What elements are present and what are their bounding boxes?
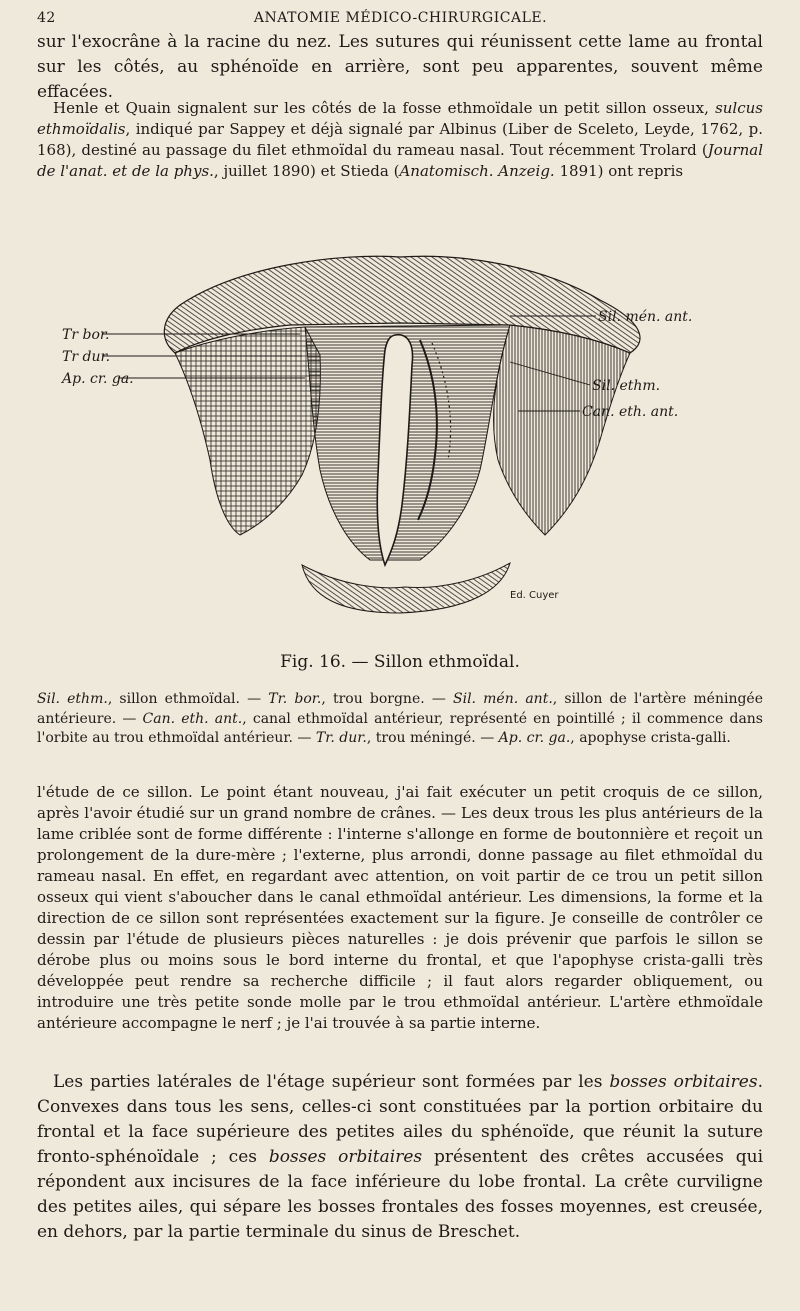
caption-desc-4: , canal ethmoïdal antérieur, représenté en pointillé ; il commence dans l'orbite au trou ethmoïdal antérieur. — (37, 710, 763, 746)
label-can-eth-ant: Can. eth. ant. (582, 404, 679, 420)
anatomical-figure (40, 245, 760, 640)
note-journal2: Anatomisch. Anzeig. (399, 162, 555, 180)
caption-term-1: Sil. ethm. (37, 691, 108, 707)
note-part2: , indiqué par Sappey et déjà signalé par Albinus (Liber de Sceleto, Leyde, 1762, p. 168), destiné au passage du filet ethmoïdal du rameau nasal. Tout récemment Trolard ( (37, 120, 763, 159)
figure-caption (37, 690, 763, 749)
intro-paragraph (37, 30, 763, 105)
note-term: sulcus ethmoïdalis (37, 99, 763, 138)
label-sil-ethm: Sil. ethm. (592, 378, 661, 394)
caption-desc-2: , trou borgne. — (321, 691, 453, 707)
final-part2: . Convexes dans tous les sens, celles-ci sont constituées par la portion orbitaire du frontal et la face supérieure des petites ailes du sphénoïde, que réunit la suture fronto-sphénoïdale ; ces (37, 1072, 764, 1167)
sphenoid-edge (302, 563, 510, 613)
caption-term-3: Sil. mén. ant. (453, 691, 553, 707)
note-part4: 1891) ont repris (554, 162, 684, 180)
left-orbital-plate (175, 327, 320, 535)
right-orbital-plate (494, 325, 630, 535)
running-head (37, 10, 764, 32)
figure-engraving (40, 245, 760, 640)
final-part3: présentent des crêtes accusées qui répondent aux incisures de la face inférieure du lobe frontal. La crête curviligne des petites ailes, qui sépare les bosses frontales des fosses moyennes, est creusée, en dehors, par la partie terminale du sinus de Breschet. (37, 1147, 764, 1242)
caption-desc-6: , apophyse crista-galli. (570, 730, 731, 746)
note-part3: , juillet 1890) et Stieda ( (213, 162, 400, 180)
caption-desc-5: , trou méningé. — (366, 730, 499, 746)
label-sil-men-ant: Sil. mén. ant. (598, 309, 693, 325)
body-small-paragraph (37, 782, 763, 1034)
note-journal: Journal de l'anat. et de la phys. (37, 141, 763, 180)
running-title: ANATOMIE MÉDICO-CHIRURGICALE. (253, 10, 548, 26)
page-number: 42 (37, 10, 56, 26)
figure-title: Fig. 16. — Sillon ethmoïdal. (280, 652, 520, 672)
caption-term-5: Tr. dur. (315, 730, 367, 746)
intro-text: sur l'exocrâne à la racine du nez. Les sutures qui réunissent cette lame au frontal sur les côtés, au sphénoïde en arrière, sont peu apparentes, souvent même effacées. (37, 32, 763, 102)
footnote-paragraph (37, 98, 763, 182)
caption-desc-1: , sillon ethmoïdal. — (107, 691, 269, 707)
final-part1: Les parties latérales de l'étage supérieur sont formées par les (53, 1072, 610, 1092)
body-final-paragraph (37, 1070, 763, 1245)
caption-term-6: Ap. cr. ga. (498, 730, 571, 746)
caption-desc-3: , sillon de l'artère méningée antérieure. — (37, 691, 763, 727)
engraver-signature: Ed. Cuyer (510, 590, 559, 601)
label-ap-cr-ga: Ap. cr. ga. (62, 371, 134, 387)
caption-term-2: Tr. bor. (268, 691, 322, 707)
body-small-text: l'étude de ce sillon. Le point étant nouveau, j'ai fait exécuter un petit croquis de ce sillon, après l'avoir étudié sur un grand nombre de crânes. — Les deux trous les plus antérieurs de la lame criblée sont de forme différente : l'interne s'allonge en forme de boutonnière et reçoit un prolongement de la dure-mère ; l'externe, plus arrondi, donne passage au filet ethmoïdal du rameau nasal. En effet, en regardant avec attention, on voit partir de ce trou un petit sillon osseux qui vient s'aboucher dans le canal ethmoïdal antérieur. Les dimensions, la forme et la direction de ce sillon sont représentées exactement sur la figure. Je conseille de contrôler ce dessin par l'étude de plusieurs pièces naturelles : je dois prévenir que parfois le sillon se dérobe plus ou moins sous le bord interne du frontal, et que l'apophyse crista-galli très développée peut rendre sa recherche difficile ; il faut alors regarder obliquement, ou introduire une très petite sonde molle par le trou ethmoïdal antérieur. L'artère ethmoïdale antérieure accompagne le nerf ; je l'ai trouvée à sa partie interne. (37, 783, 763, 1032)
label-tr-bor: Tr bor. (62, 327, 110, 343)
note-part1: Henle et Quain signalent sur les côtés de la fosse ethmoïdale un petit sillon osseux, (53, 99, 716, 117)
final-term2: bosses orbitaires (268, 1147, 423, 1167)
label-tr-dur: Tr dur. (62, 349, 111, 365)
final-term1: bosses orbitaires (609, 1072, 758, 1092)
caption-term-4: Can. eth. ant. (142, 710, 243, 727)
